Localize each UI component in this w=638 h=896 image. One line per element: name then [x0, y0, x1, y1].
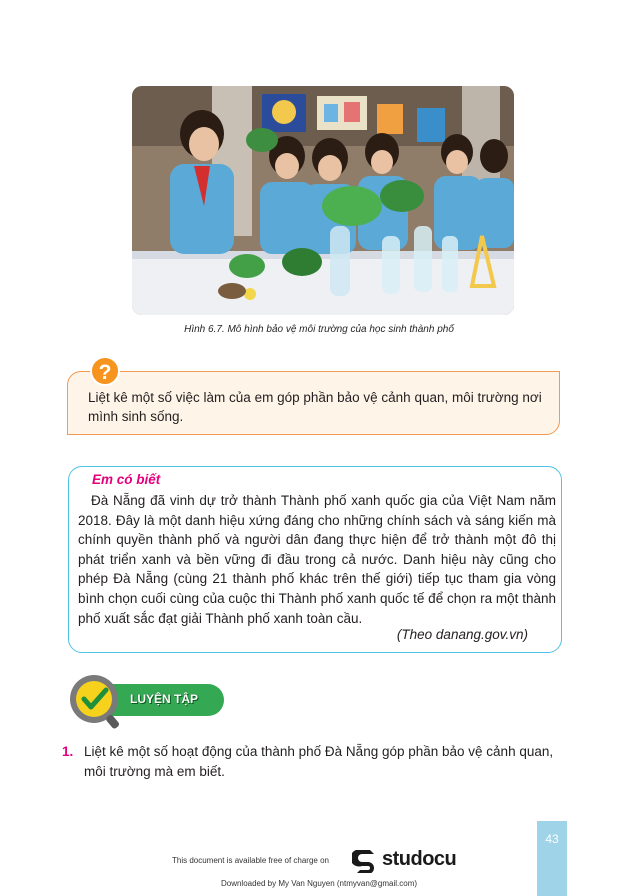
checkmark-magnifier-icon [64, 671, 124, 731]
footer-downloaded-text: Downloaded by My Van Nguyen (ntmyvan@gmail.com) [220, 879, 418, 888]
did-you-know-title: Em có biết [92, 472, 161, 487]
page-number: 43 [545, 832, 559, 846]
studocu-logo-icon[interactable] [352, 847, 378, 873]
figure-caption: Hình 6.7. Mô hình bảo vệ môi trường của học sinh thành phố [184, 324, 454, 335]
footer-available-text: This document is available free of charge on [172, 856, 329, 865]
question-text: Liệt kê một số việc làm của em góp phần bảo vệ cảnh quan, môi trường nơi mình sinh sống. [88, 390, 542, 424]
studocu-brand[interactable]: studocu [382, 848, 457, 870]
question-mark-icon: ? [90, 356, 120, 386]
exercise-item [62, 742, 572, 782]
did-you-know-source: (Theo danang.gov.vn) [396, 627, 528, 642]
did-you-know-body: Đà Nẵng đã vinh dự trở thành Thành phố xanh quốc gia của Việt Nam năm 2018. Đây là một danh hiệu xứng đáng cho những chính sách và sáng kiến mà chính quyền thành phố và người dân đang thực hiện để trở thành một đô thị phát triển xanh và bền vững đi đầu trong cả nước. Danh hiệu này cũng cho phép Đà Nẵng (cùng 21 thành phố khác trên thế giới) tiếp tục tham gia vòng bình chọn cuối cùng của cuộc thi Thành phố xanh quốc tế để chọn ra một thành phố xuất sắc đạt giải Thành phố xanh toàn cầu. [78, 493, 556, 626]
practice-label: LUYỆN TẬP [130, 692, 199, 706]
students-photo-illustration [132, 86, 514, 315]
exercise-text: Liệt kê một số hoạt động của thành phố Đà Nẵng góp phần bảo vệ cảnh quan, môi trường mà em biết. [84, 744, 554, 779]
exercise-number: 1. [62, 744, 74, 759]
figure-photo [132, 86, 514, 315]
